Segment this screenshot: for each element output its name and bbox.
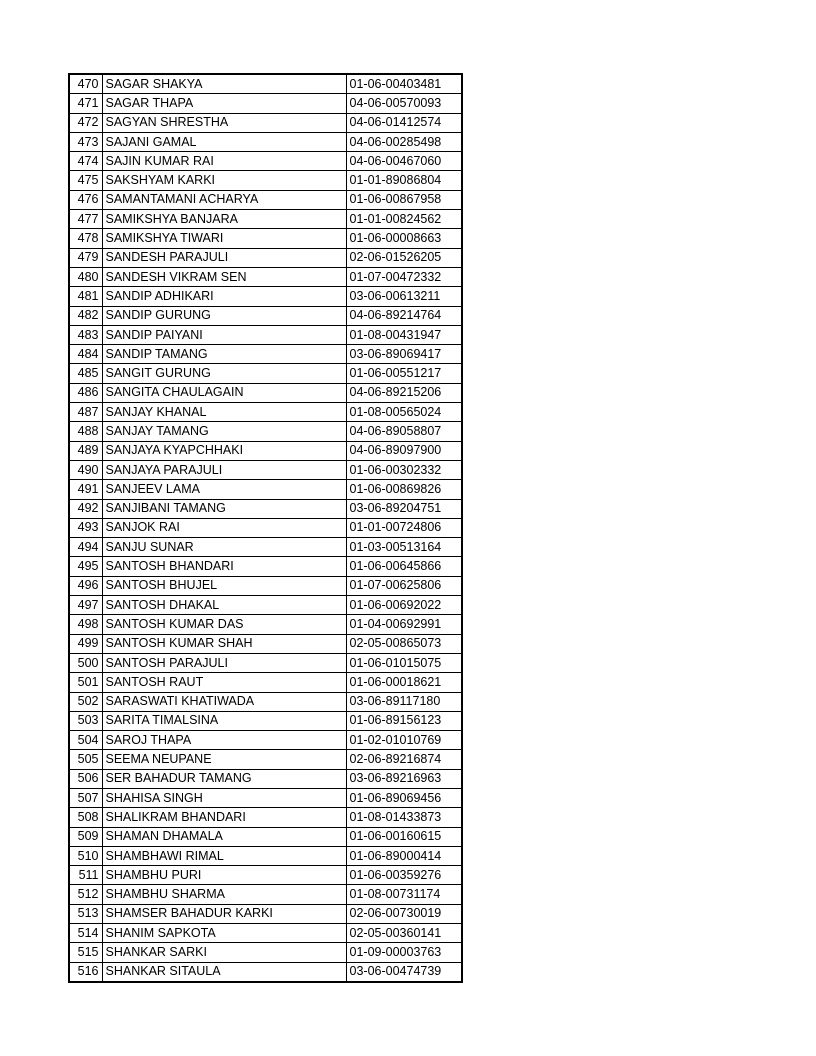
name-cell: SANTOSH BHANDARI bbox=[102, 557, 346, 576]
name-cell: SAGAR THAPA bbox=[102, 94, 346, 113]
row-number-cell: 477 bbox=[69, 210, 102, 229]
id-number-cell: 01-06-01015075 bbox=[346, 653, 462, 672]
name-cell: SANJAY TAMANG bbox=[102, 422, 346, 441]
table-row bbox=[69, 152, 462, 171]
name-cell: SHAMBHAWI RIMAL bbox=[102, 846, 346, 865]
row-number-cell: 513 bbox=[69, 904, 102, 923]
name-cell: SANTOSH DHAKAL bbox=[102, 596, 346, 615]
table-row bbox=[69, 287, 462, 306]
name-cell: SANDESH VIKRAM SEN bbox=[102, 267, 346, 286]
row-number-cell: 481 bbox=[69, 287, 102, 306]
row-number-cell: 491 bbox=[69, 480, 102, 499]
id-number-cell: 01-06-89000414 bbox=[346, 846, 462, 865]
table-row bbox=[69, 653, 462, 672]
id-number-cell: 02-06-89216874 bbox=[346, 750, 462, 769]
id-number-cell: 03-06-89069417 bbox=[346, 345, 462, 364]
table-row bbox=[69, 518, 462, 537]
row-number-cell: 507 bbox=[69, 788, 102, 807]
table-row bbox=[69, 943, 462, 962]
row-number-cell: 487 bbox=[69, 403, 102, 422]
table-row bbox=[69, 673, 462, 692]
id-number-cell: 02-05-00865073 bbox=[346, 634, 462, 653]
id-number-cell: 04-06-01412574 bbox=[346, 113, 462, 132]
id-number-cell: 01-02-01010769 bbox=[346, 731, 462, 750]
table-row bbox=[69, 441, 462, 460]
table-row bbox=[69, 480, 462, 499]
id-number-cell: 01-08-00731174 bbox=[346, 885, 462, 904]
row-number-cell: 511 bbox=[69, 866, 102, 885]
name-cell: SHAHISA SINGH bbox=[102, 788, 346, 807]
name-cell: SHANKAR SARKI bbox=[102, 943, 346, 962]
id-number-cell: 01-07-00625806 bbox=[346, 576, 462, 595]
table-row bbox=[69, 808, 462, 827]
name-cell: SANDIP PAIYANI bbox=[102, 325, 346, 344]
id-number-cell: 01-06-00869826 bbox=[346, 480, 462, 499]
table-row bbox=[69, 210, 462, 229]
name-cell: SANDIP TAMANG bbox=[102, 345, 346, 364]
row-number-cell: 506 bbox=[69, 769, 102, 788]
table-row bbox=[69, 692, 462, 711]
name-cell: SHAMSER BAHADUR KARKI bbox=[102, 904, 346, 923]
row-number-cell: 478 bbox=[69, 229, 102, 248]
name-cell: SANDIP GURUNG bbox=[102, 306, 346, 325]
row-number-cell: 486 bbox=[69, 383, 102, 402]
row-number-cell: 508 bbox=[69, 808, 102, 827]
table-row bbox=[69, 248, 462, 267]
id-number-cell: 03-06-00474739 bbox=[346, 962, 462, 982]
table-row bbox=[69, 769, 462, 788]
id-number-cell: 01-06-00867958 bbox=[346, 190, 462, 209]
name-cell: SEEMA NEUPANE bbox=[102, 750, 346, 769]
name-cell: SARASWATI KHATIWADA bbox=[102, 692, 346, 711]
table-row bbox=[69, 731, 462, 750]
row-number-cell: 504 bbox=[69, 731, 102, 750]
row-number-cell: 483 bbox=[69, 325, 102, 344]
row-number-cell: 503 bbox=[69, 711, 102, 730]
id-number-cell: 01-04-00692991 bbox=[346, 615, 462, 634]
row-number-cell: 496 bbox=[69, 576, 102, 595]
id-number-cell: 01-06-00359276 bbox=[346, 866, 462, 885]
table-row bbox=[69, 403, 462, 422]
row-number-cell: 510 bbox=[69, 846, 102, 865]
name-cell: SAROJ THAPA bbox=[102, 731, 346, 750]
row-number-cell: 471 bbox=[69, 94, 102, 113]
id-number-cell: 04-06-00570093 bbox=[346, 94, 462, 113]
table-row bbox=[69, 924, 462, 943]
row-number-cell: 498 bbox=[69, 615, 102, 634]
id-number-cell: 01-06-89156123 bbox=[346, 711, 462, 730]
id-number-cell: 01-08-00565024 bbox=[346, 403, 462, 422]
table-row bbox=[69, 190, 462, 209]
id-number-cell: 04-06-89215206 bbox=[346, 383, 462, 402]
name-cell: SAJIN KUMAR RAI bbox=[102, 152, 346, 171]
table-row bbox=[69, 171, 462, 190]
name-cell: SANTOSH KUMAR DAS bbox=[102, 615, 346, 634]
row-number-cell: 515 bbox=[69, 943, 102, 962]
id-number-cell: 04-06-00285498 bbox=[346, 132, 462, 151]
table-row bbox=[69, 267, 462, 286]
table-row bbox=[69, 904, 462, 923]
name-cell: SHAMAN DHAMALA bbox=[102, 827, 346, 846]
table-body bbox=[69, 74, 462, 982]
id-number-cell: 01-01-89086804 bbox=[346, 171, 462, 190]
name-cell: SHANIM SAPKOTA bbox=[102, 924, 346, 943]
id-number-cell: 01-08-00431947 bbox=[346, 325, 462, 344]
name-cell: SANTOSH PARAJULI bbox=[102, 653, 346, 672]
name-cell: SANDESH PARAJULI bbox=[102, 248, 346, 267]
name-cell: SHAMBHU SHARMA bbox=[102, 885, 346, 904]
row-number-cell: 488 bbox=[69, 422, 102, 441]
name-cell: SANJAYA PARAJULI bbox=[102, 460, 346, 479]
table-row bbox=[69, 885, 462, 904]
id-number-cell: 01-06-89069456 bbox=[346, 788, 462, 807]
id-number-cell: 01-01-00724806 bbox=[346, 518, 462, 537]
id-number-cell: 01-09-00003763 bbox=[346, 943, 462, 962]
table-row bbox=[69, 538, 462, 557]
table-row bbox=[69, 74, 462, 94]
table-row bbox=[69, 634, 462, 653]
id-number-cell: 02-05-00360141 bbox=[346, 924, 462, 943]
row-number-cell: 474 bbox=[69, 152, 102, 171]
table-row bbox=[69, 94, 462, 113]
id-number-cell: 01-06-00551217 bbox=[346, 364, 462, 383]
table-row bbox=[69, 827, 462, 846]
name-cell: SHALIKRAM BHANDARI bbox=[102, 808, 346, 827]
row-number-cell: 497 bbox=[69, 596, 102, 615]
table-row bbox=[69, 383, 462, 402]
row-number-cell: 490 bbox=[69, 460, 102, 479]
row-number-cell: 499 bbox=[69, 634, 102, 653]
table-row bbox=[69, 615, 462, 634]
name-cell: SANGITA CHAULAGAIN bbox=[102, 383, 346, 402]
name-cell: SAMANTAMANI ACHARYA bbox=[102, 190, 346, 209]
row-number-cell: 512 bbox=[69, 885, 102, 904]
name-cell: SAMIKSHYA BANJARA bbox=[102, 210, 346, 229]
id-number-cell: 04-06-89058807 bbox=[346, 422, 462, 441]
table-row bbox=[69, 788, 462, 807]
row-number-cell: 482 bbox=[69, 306, 102, 325]
id-number-cell: 02-06-01526205 bbox=[346, 248, 462, 267]
id-number-cell: 01-06-00692022 bbox=[346, 596, 462, 615]
row-number-cell: 484 bbox=[69, 345, 102, 364]
row-number-cell: 480 bbox=[69, 267, 102, 286]
name-cell: SANTOSH BHUJEL bbox=[102, 576, 346, 595]
row-number-cell: 472 bbox=[69, 113, 102, 132]
name-cell: SANDIP ADHIKARI bbox=[102, 287, 346, 306]
table-row bbox=[69, 325, 462, 344]
id-number-cell: 01-06-00645866 bbox=[346, 557, 462, 576]
row-number-cell: 495 bbox=[69, 557, 102, 576]
name-cell: SANGIT GURUNG bbox=[102, 364, 346, 383]
table-row bbox=[69, 596, 462, 615]
table-row bbox=[69, 557, 462, 576]
name-cell: SANJIBANI TAMANG bbox=[102, 499, 346, 518]
table-row bbox=[69, 499, 462, 518]
id-number-cell: 03-06-89117180 bbox=[346, 692, 462, 711]
table-row bbox=[69, 460, 462, 479]
row-number-cell: 500 bbox=[69, 653, 102, 672]
name-cell: SANJU SUNAR bbox=[102, 538, 346, 557]
row-number-cell: 475 bbox=[69, 171, 102, 190]
table-row bbox=[69, 422, 462, 441]
name-cell: SER BAHADUR TAMANG bbox=[102, 769, 346, 788]
row-number-cell: 516 bbox=[69, 962, 102, 982]
name-cell: SAMIKSHYA TIWARI bbox=[102, 229, 346, 248]
row-number-cell: 493 bbox=[69, 518, 102, 537]
row-number-cell: 492 bbox=[69, 499, 102, 518]
name-list-table bbox=[68, 73, 463, 983]
id-number-cell: 01-03-00513164 bbox=[346, 538, 462, 557]
row-number-cell: 485 bbox=[69, 364, 102, 383]
row-number-cell: 501 bbox=[69, 673, 102, 692]
id-number-cell: 01-06-00160615 bbox=[346, 827, 462, 846]
id-number-cell: 04-06-89214764 bbox=[346, 306, 462, 325]
id-number-cell: 01-06-00008663 bbox=[346, 229, 462, 248]
name-cell: SANTOSH KUMAR SHAH bbox=[102, 634, 346, 653]
table-row bbox=[69, 846, 462, 865]
table-row bbox=[69, 750, 462, 769]
row-number-cell: 479 bbox=[69, 248, 102, 267]
row-number-cell: 489 bbox=[69, 441, 102, 460]
id-number-cell: 01-01-00824562 bbox=[346, 210, 462, 229]
table-row bbox=[69, 132, 462, 151]
row-number-cell: 470 bbox=[69, 74, 102, 94]
name-cell: SANTOSH RAUT bbox=[102, 673, 346, 692]
id-number-cell: 01-08-01433873 bbox=[346, 808, 462, 827]
table-row bbox=[69, 866, 462, 885]
name-cell: SAGYAN SHRESTHA bbox=[102, 113, 346, 132]
table-row bbox=[69, 364, 462, 383]
id-number-cell: 01-06-00018621 bbox=[346, 673, 462, 692]
row-number-cell: 473 bbox=[69, 132, 102, 151]
id-number-cell: 01-07-00472332 bbox=[346, 267, 462, 286]
name-cell: SARITA TIMALSINA bbox=[102, 711, 346, 730]
table-row bbox=[69, 711, 462, 730]
id-number-cell: 03-06-89216963 bbox=[346, 769, 462, 788]
row-number-cell: 502 bbox=[69, 692, 102, 711]
name-cell: SANJOK RAI bbox=[102, 518, 346, 537]
id-number-cell: 04-06-89097900 bbox=[346, 441, 462, 460]
table-row bbox=[69, 229, 462, 248]
id-number-cell: 01-06-00403481 bbox=[346, 74, 462, 94]
table-row bbox=[69, 962, 462, 982]
row-number-cell: 476 bbox=[69, 190, 102, 209]
name-cell: SHAMBHU PURI bbox=[102, 866, 346, 885]
id-number-cell: 03-06-00613211 bbox=[346, 287, 462, 306]
row-number-cell: 505 bbox=[69, 750, 102, 769]
table-row bbox=[69, 345, 462, 364]
id-number-cell: 03-06-89204751 bbox=[346, 499, 462, 518]
id-number-cell: 01-06-00302332 bbox=[346, 460, 462, 479]
name-cell: SAGAR SHAKYA bbox=[102, 74, 346, 94]
table-row bbox=[69, 113, 462, 132]
name-cell: SHANKAR SITAULA bbox=[102, 962, 346, 982]
name-cell: SAKSHYAM KARKI bbox=[102, 171, 346, 190]
name-cell: SANJAYA KYAPCHHAKI bbox=[102, 441, 346, 460]
name-cell: SANJEEV LAMA bbox=[102, 480, 346, 499]
row-number-cell: 494 bbox=[69, 538, 102, 557]
row-number-cell: 509 bbox=[69, 827, 102, 846]
id-number-cell: 02-06-00730019 bbox=[346, 904, 462, 923]
id-number-cell: 04-06-00467060 bbox=[346, 152, 462, 171]
name-cell: SAJANI GAMAL bbox=[102, 132, 346, 151]
table-row bbox=[69, 306, 462, 325]
name-cell: SANJAY KHANAL bbox=[102, 403, 346, 422]
table-row bbox=[69, 576, 462, 595]
row-number-cell: 514 bbox=[69, 924, 102, 943]
